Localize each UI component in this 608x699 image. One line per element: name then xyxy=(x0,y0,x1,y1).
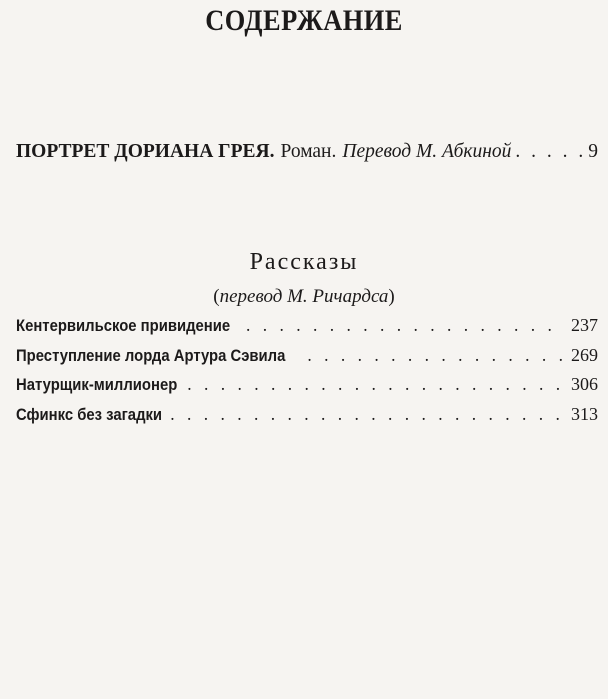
dot-leader xyxy=(307,345,565,366)
toc-entry-story xyxy=(16,315,598,345)
dot-leader xyxy=(246,315,565,336)
story-page-number: 306 xyxy=(571,374,598,394)
toc-entry-main xyxy=(16,141,598,163)
page-title: СОДЕРЖАНИЕ xyxy=(205,4,403,37)
story-title: Кентервильское привидение xyxy=(16,317,231,335)
main-work-page-number: 9 xyxy=(588,141,598,162)
dot-leader xyxy=(187,374,565,395)
paren-close: ) xyxy=(388,286,395,307)
section-subtitle xyxy=(0,286,608,308)
dot-leader xyxy=(170,404,565,425)
section-heading: Рассказы xyxy=(249,249,359,275)
main-work-title: ПОРТРЕТ ДОРИАНА ГРЕЯ. xyxy=(16,141,275,162)
story-page-number: 237 xyxy=(571,315,598,335)
main-work-translator: Перевод М. Абкиной xyxy=(342,141,512,162)
dot-leader xyxy=(515,141,582,163)
paren-open: ( xyxy=(213,286,220,307)
story-title: Преступление лорда Артура Сэвила xyxy=(16,346,286,365)
stories-list xyxy=(16,315,598,433)
toc-entry-story xyxy=(16,345,598,375)
toc-entry-story xyxy=(16,404,598,434)
story-title: Сфинкс без загадки xyxy=(16,405,163,424)
story-title: Натурщик-миллионер xyxy=(16,376,178,394)
main-work-genre: Роман. xyxy=(280,141,337,162)
toc-entry-story xyxy=(16,374,598,404)
story-page-number: 269 xyxy=(571,344,598,365)
section-translator: перевод М. Ричардса xyxy=(219,286,389,307)
story-page-number: 313 xyxy=(571,403,598,424)
